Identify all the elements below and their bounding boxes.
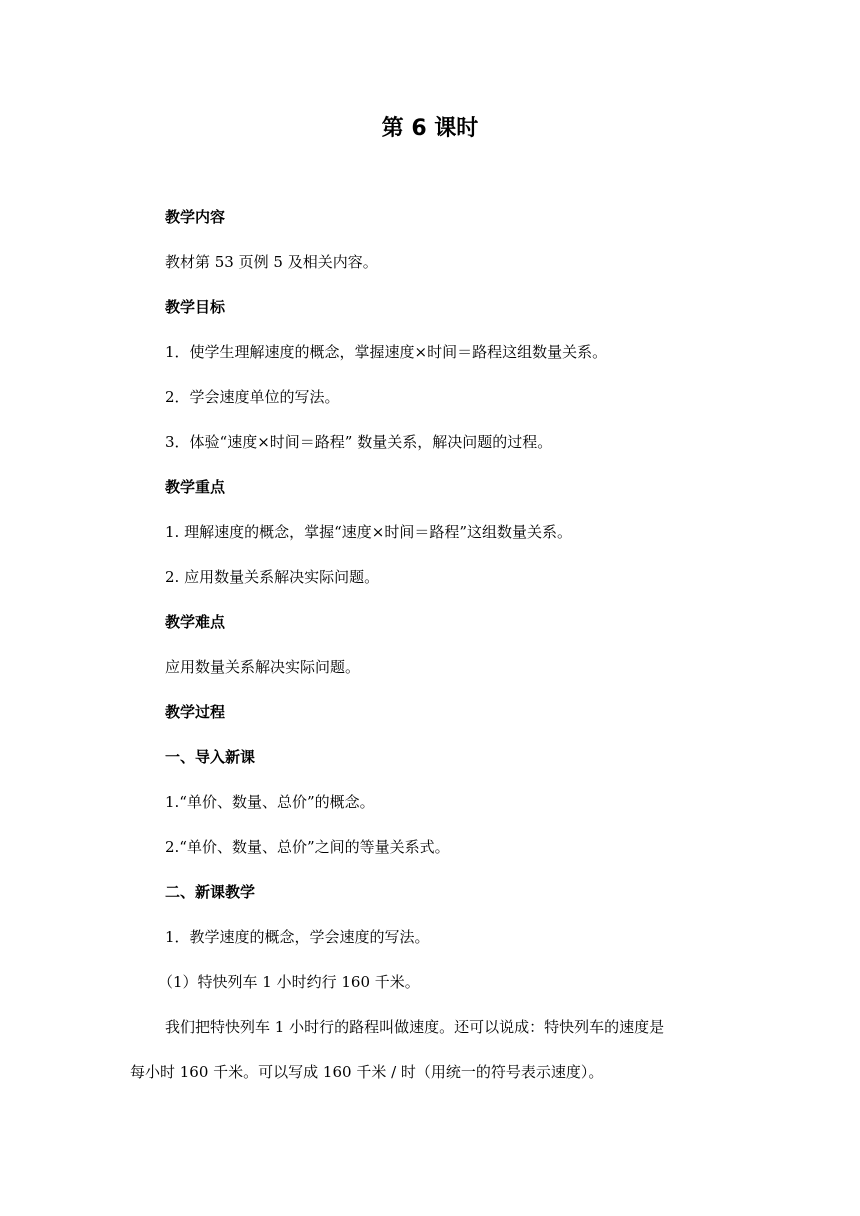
goal-item: 1．使学生理解速度的概念，掌握速度×时间＝路程这组数量关系。 — [165, 343, 608, 361]
part1-item: 2.“单价、数量、总价”之间的等量关系式。 — [165, 838, 450, 856]
part1-item: 1.“单价、数量、总价”的概念。 — [165, 793, 375, 811]
part2-heading: 二、新课教学 — [165, 883, 256, 901]
goal-item: 2．学会速度单位的写法。 — [165, 388, 340, 406]
difficulty-text: 应用数量关系解决实际问题。 — [165, 658, 361, 676]
section-heading-process: 教学过程 — [165, 703, 226, 721]
key-point-item: 2. 应用数量关系解决实际问题。 — [165, 568, 380, 586]
part2-item: 1．教学速度的概念，学会速度的写法。 — [165, 928, 430, 946]
section-heading-difficulty: 教学难点 — [165, 613, 226, 631]
part1-heading: 一、导入新课 — [165, 748, 256, 766]
goal-item: 3．体验“速度×时间＝路程” 数量关系，解决问题的过程。 — [165, 433, 553, 451]
paragraph-line: 每小时 160 千米。可以写成 160 千米 / 时（用统一的符号表示速度）。 — [130, 1063, 604, 1081]
section-heading-key: 教学重点 — [165, 478, 226, 496]
content-text: 教材第 53 页例 5 及相关内容。 — [165, 253, 378, 271]
part2-item: （1）特快列车 1 小时约行 160 千米。 — [158, 973, 420, 991]
page-title: 第 6 课时 — [381, 116, 479, 141]
section-heading-content: 教学内容 — [165, 208, 226, 226]
paragraph-line: 我们把特快列车 1 小时行的路程叫做速度。还可以说成：特快列车的速度是 — [165, 1018, 665, 1036]
section-heading-goals: 教学目标 — [165, 298, 226, 316]
key-point-item: 1. 理解速度的概念，掌握“速度×时间＝路程”这组数量关系。 — [165, 523, 572, 541]
